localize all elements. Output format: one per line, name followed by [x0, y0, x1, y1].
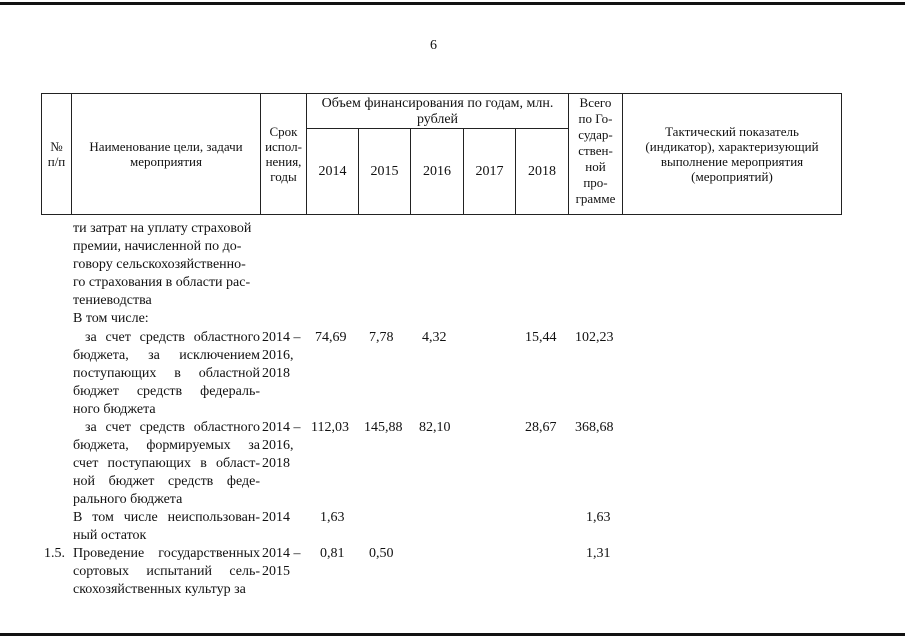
header-total-line: судар-	[578, 127, 613, 142]
r2-name-line: рального бюджета	[73, 492, 183, 507]
r1-value-2018: 15,44	[525, 330, 557, 345]
header-year-2014: 2014	[306, 128, 359, 215]
r1-term-line: 2018	[262, 366, 290, 381]
header-year-2016: 2016	[410, 128, 464, 215]
header-year-2017: 2017	[463, 128, 516, 215]
r3-name-line: В том числе неиспользован-	[73, 510, 260, 525]
header-indicator-line: (мероприятий)	[691, 169, 773, 184]
r2-value-2015: 145,88	[364, 420, 403, 435]
r2-name-line: ной бюджет средств феде-	[73, 474, 260, 489]
r1-name-line: бюджет средств федераль-	[73, 384, 260, 399]
header-total-line: ной	[585, 159, 606, 174]
header-name	[71, 93, 261, 215]
r2-value-2018: 28,67	[525, 420, 557, 435]
r1-name-line: за счет средств областного	[85, 330, 260, 345]
r1-name-line: бюджета, за исключением	[73, 348, 260, 363]
r1-name-line: ного бюджета	[73, 402, 156, 417]
r2-value-2016: 82,10	[419, 420, 451, 435]
r1-value-2014: 74,69	[315, 330, 347, 345]
r2-name-line: бюджета, формируемых за	[73, 438, 260, 453]
header-total	[568, 93, 623, 215]
r3-name-line: ный остаток	[73, 528, 147, 543]
bottom-rule	[0, 633, 905, 636]
r2-term-line: 2014 –	[262, 420, 301, 435]
r2-name-line: за счет средств областного	[85, 420, 260, 435]
r4-name-line: Проведение государственных	[73, 546, 260, 561]
header-funding-line: Объем финансирования по годам, млн.	[321, 96, 554, 111]
r3-value-2014: 1,63	[320, 510, 345, 525]
header-total-line: про-	[583, 175, 608, 190]
header-term-line: Срок	[269, 124, 298, 139]
header-year-2015: 2015	[358, 128, 411, 215]
header-total-line: ствен-	[578, 143, 613, 158]
cont-line: ти затрат на уплату страховой	[73, 221, 252, 236]
r2-value-total: 368,68	[575, 420, 614, 435]
r2-name-line: счет поступающих в област-	[73, 456, 260, 471]
r2-term-line: 2016,	[262, 438, 294, 453]
r1-term-line: 2014 –	[262, 330, 301, 345]
top-rule	[0, 2, 905, 5]
cont-line: го страхования в области рас-	[73, 275, 251, 290]
header-funding-line: рублей	[416, 112, 459, 127]
header-indicator	[622, 93, 842, 215]
header-term-line: испол-	[265, 139, 302, 154]
header-total-line: Всего	[579, 95, 612, 110]
header-term-line: нения,	[265, 154, 302, 169]
header-funding	[306, 93, 569, 129]
including-label: В том числе:	[73, 311, 149, 326]
r1-term-line: 2016,	[262, 348, 294, 363]
cont-line: премии, начисленной по до-	[73, 239, 242, 254]
header-number-line: №	[50, 139, 63, 154]
page-number: 6	[430, 38, 437, 53]
r3-value-total: 1,63	[586, 510, 611, 525]
header-indicator-line: (индикатор), характеризующий	[645, 139, 819, 154]
header-number	[41, 93, 72, 215]
header-year-2018: 2018	[515, 128, 569, 215]
header-term-line: годы	[270, 169, 297, 184]
header-name-line: Наименование цели, задачи	[89, 139, 243, 154]
r1-name-line: поступающих в областной	[73, 366, 260, 381]
r1-value-2016: 4,32	[422, 330, 447, 345]
cont-line: говору сельскохозяйственно-	[73, 257, 246, 272]
r4-number: 1.5.	[44, 546, 65, 561]
cont-line: тениеводства	[73, 293, 152, 308]
header-total-line: по Го-	[578, 111, 613, 126]
r4-term-line: 2015	[262, 564, 290, 579]
r4-value-2014: 0,81	[320, 546, 345, 561]
r4-name-line: сортовых испытаний сель-	[73, 564, 260, 579]
header-number-line: п/п	[47, 154, 66, 169]
r1-value-total: 102,23	[575, 330, 614, 345]
r4-name-line: скохозяйственных культур за	[73, 582, 246, 597]
header-term	[260, 93, 307, 215]
r2-term-line: 2018	[262, 456, 290, 471]
header-total-line: грамме	[575, 191, 616, 206]
r4-value-total: 1,31	[586, 546, 611, 561]
header-indicator-line: выполнение мероприятия	[660, 154, 804, 169]
r2-value-2014: 112,03	[311, 420, 349, 435]
r3-term: 2014	[262, 510, 290, 525]
r1-value-2015: 7,78	[369, 330, 394, 345]
header-name-line: мероприятия	[129, 154, 202, 169]
r4-value-2015: 0,50	[369, 546, 394, 561]
r4-term-line: 2014 –	[262, 546, 301, 561]
header-indicator-line: Тактический показатель	[665, 124, 799, 139]
